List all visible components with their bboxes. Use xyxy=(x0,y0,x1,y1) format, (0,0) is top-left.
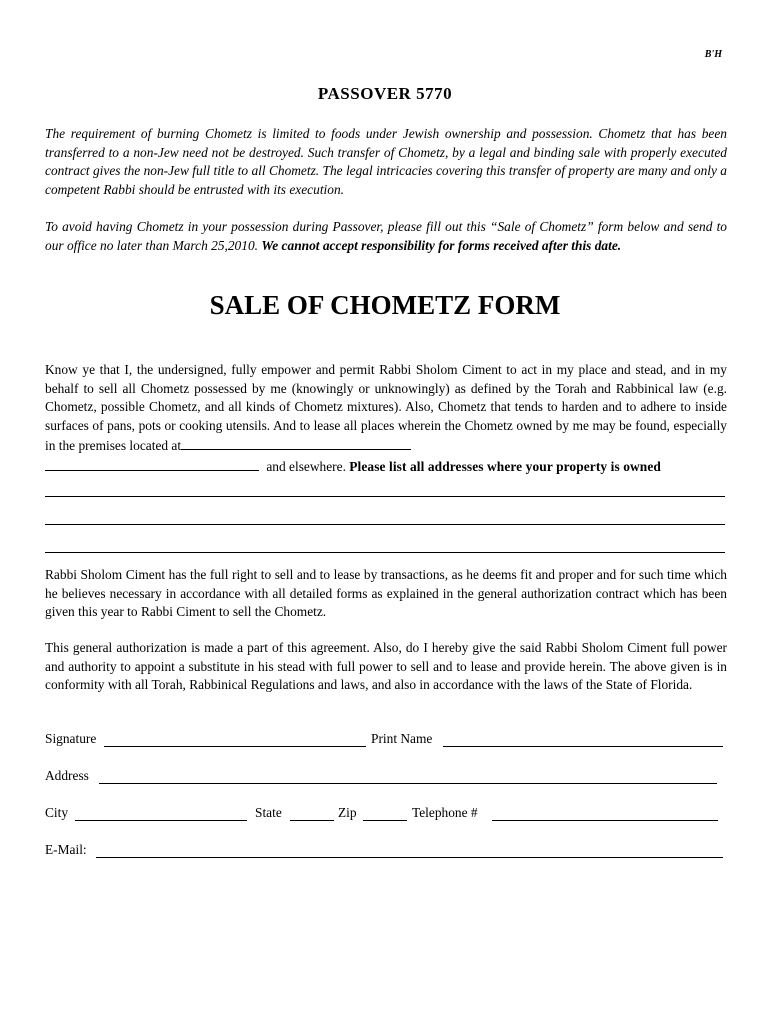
signature-label: Signature xyxy=(45,731,97,746)
zip-field[interactable] xyxy=(363,820,407,821)
and-elsewhere-text: and elsewhere. xyxy=(266,458,346,474)
signature-field[interactable] xyxy=(104,746,366,747)
general-authorization-paragraph: This general authorization is made a part of this agreement. Also, do I hereby give the said Rabbi Sholom Ciment full power and authority to appoint a substitute in his stead with full power to sell and to lease and provide herein. The above given is in conformity with all Torah, Rabbinical Regulations and laws, and also in accordance with the laws of the State of Florida. xyxy=(45,640,727,692)
authorization-text: Know ye that I, the undersigned, fully empower and permit Rabbi Sholom Ciment to act in my place and stead, and in my behalf to sell all Chometz possessed by me (knowingly or unknowingly) as defined by the Torah and Rabbinical law (e.g. Chometz, possible Chometz, and all kinds of Chometz mixtures). Also, Chometz that tends to harden and to adhere to inside surfaces of pans, pots or cooking utensils. And to lease all places wherein the Chometz owned by me may be found, especially in the premises located at xyxy=(45,362,727,453)
rabbi-rights-paragraph: Rabbi Sholom Ciment has the full right to sell and to lease by transactions, as he deems fit and proper and for such time which he believes necessary in accordance with all detailed forms as explained in the general authorization contract which has been given this year to Rabbi Ciment to sell the Chometz. xyxy=(45,567,727,619)
city-state-row xyxy=(45,805,727,823)
intro-paragraph-2-warning: We cannot accept responsibility for forms received after this date. xyxy=(261,237,622,253)
address-field[interactable] xyxy=(99,783,717,784)
state-field[interactable] xyxy=(290,820,334,821)
list-addresses-instruction: Please list all addresses where your property is owned xyxy=(349,458,661,474)
state-label: State xyxy=(255,805,282,820)
passover-heading: PASSOVER 5770 xyxy=(317,84,453,103)
intro-paragraph-1: The requirement of burning Chometz is limited to foods under Jewish ownership and possession. Chometz that has been transferred to a non-Jew need not be destroyed. Such transfer of Chometz, by a legal and binding sale with properly executed contract gives the non-Jew full title to all Chometz. The legal intricacies covering this transfer of property are many and only a competent Rabbi should be entrusted with its execution. xyxy=(45,126,727,198)
address-list-line-3[interactable] xyxy=(45,552,725,553)
authorization-paragraph xyxy=(45,361,727,476)
intro-paragraph-2-text: To avoid having Chometz in your possession during Passover, please fill out this “Sale of Chometz” form below and send to our office no later than March 25,2010. xyxy=(45,219,727,253)
premises-address-field-2[interactable] xyxy=(45,456,259,471)
premises-address-field[interactable] xyxy=(181,435,411,450)
city-field[interactable] xyxy=(75,820,247,821)
form-title: SALE OF CHOMETZ FORM xyxy=(209,290,561,320)
email-label: E-Mail: xyxy=(45,842,87,857)
address-list-line-2[interactable] xyxy=(45,524,725,525)
address-row xyxy=(45,768,727,786)
print-name-label: Print Name xyxy=(371,731,433,746)
telephone-label: Telephone # xyxy=(412,805,478,820)
address-label: Address xyxy=(45,768,89,783)
intro-paragraph-2 xyxy=(45,218,727,255)
city-label: City xyxy=(45,805,69,820)
bh-mark: B'H xyxy=(704,49,722,60)
signature-row xyxy=(45,731,727,749)
email-row xyxy=(45,842,727,860)
telephone-field[interactable] xyxy=(492,820,718,821)
email-field[interactable] xyxy=(96,857,723,858)
zip-label: Zip xyxy=(338,805,357,820)
print-name-field[interactable] xyxy=(443,746,723,747)
address-list-line-1[interactable] xyxy=(45,496,725,497)
